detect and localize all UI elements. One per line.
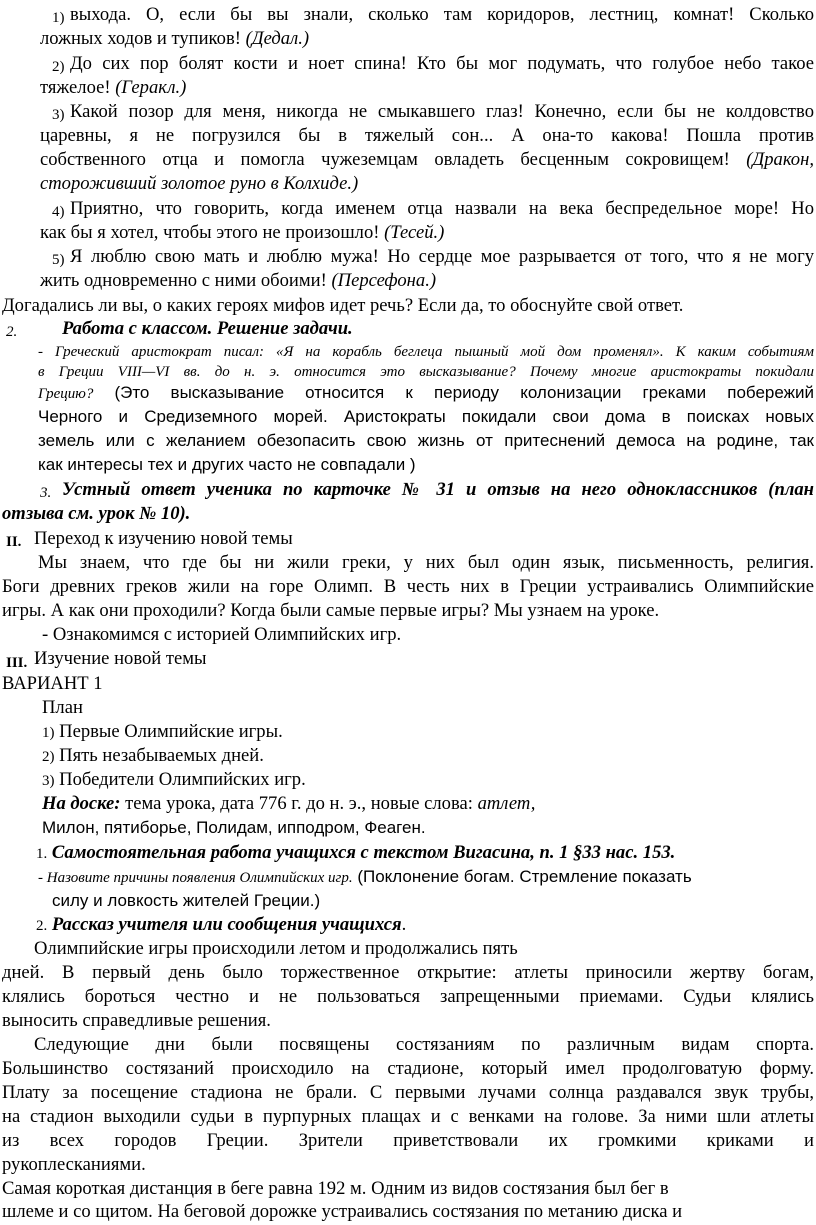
task-title: Работа с классом. Решение задачи.: [62, 318, 353, 339]
quote-line: Приятно, что говорить, когда именем отца назвали на века беспредельное море! Но: [70, 198, 814, 219]
board-words: Милон, пятиборье, Полидам, ипподром, Феаген.: [42, 818, 426, 837]
quote-line: жить одновременно с ними обоими! (Персефона.): [40, 270, 437, 291]
task-question: - Греческий аристократ писал: «Я на корабль беглеца пышный мой дом променял». К каким событиям: [38, 344, 814, 360]
quote-line: Какой позор для меня, никогда не смыкавшего глаз! Конечно, если бы не колдовство: [70, 101, 814, 122]
paragraph-line: игры. А как они проходили? Когда были самые первые игры? Мы узнаем на уроке.: [2, 600, 660, 621]
plan-item: 2) Пять незабываемых дней.: [42, 745, 264, 766]
paragraph-line: клялись бороться честно и не пользоваться запрещенными приемами. Судьи клялись: [2, 986, 814, 1007]
paragraph-line: из всех городов Греции. Зрители приветствовали их громкими криками и: [2, 1130, 814, 1151]
section-title: Переход к изучению новой темы: [34, 528, 293, 549]
quote-line: как бы я хотел, чтобы этого не произошло! (Тесей.): [40, 222, 445, 243]
work-item: 1. Самостоятельная работа учащихся с текстом Вигасина, п. 1 §33 нас. 153.: [36, 842, 676, 863]
task-number: 3.: [40, 485, 52, 501]
paragraph-line: Мы знаем, что где бы ни жили греки, у них был один язык, письменность, религия.: [38, 552, 814, 573]
paragraph-line: выносить справедливые решения.: [2, 1010, 271, 1031]
quote-number: 5): [52, 252, 65, 268]
quote-line: выхода. О, если бы вы знали, сколько там коридоров, лестниц, комнат! Сколько: [70, 4, 814, 25]
paragraph-line: Самая короткая дистанция в беге равна 192 м. Одним из видов состязания был бег в: [2, 1178, 669, 1199]
work-item: 2. Рассказ учителя или сообщения учащихся.: [36, 914, 407, 935]
guess-question: Догадались ли вы, о каких героях мифов идет речь? Если да, то обоснуйте свой ответ.: [2, 295, 684, 316]
quote-line: тяжелое! (Геракл.): [40, 77, 187, 98]
quote-line: царевны, я не погрузился бы в тяжелый сон... А она-то какова! Пошла против: [40, 125, 814, 146]
task-title: отзыва см. урок № 10).: [2, 503, 191, 524]
plan-title: План: [42, 697, 83, 718]
section-number: II.: [6, 534, 22, 550]
task-question-answer: Грецию? (Это высказывание относится к периоду колонизации греками побережий: [38, 383, 814, 402]
paragraph-line: дней. В первый день было торжественное открытие: атлеты приносили жертву богам,: [2, 962, 814, 983]
board-line: На доске: тема урока, дата 776 г. до н. э., новые слова: атлет,: [42, 793, 536, 814]
quote-line: ложных ходов и тупиков! (Дедал.): [40, 28, 310, 49]
work-answer: силу и ловкость жителей Греции.): [52, 891, 321, 910]
paragraph-line: Боги древних греков жили на горе Олимп. В честь них в Греции устраивались Олимпийские: [2, 576, 814, 597]
quote-number: 2): [52, 59, 65, 75]
variant-heading: ВАРИАНТ 1: [2, 673, 103, 694]
quote-author: стороживший золотое руно в Колхиде.): [40, 173, 359, 194]
task-answer: земель или с желанием обезопасить свою жизнь от притеснений демоса на родине, так: [38, 431, 814, 450]
paragraph-line: Следующие дни были посвящены состязаниям по различным видам спорта.: [34, 1034, 814, 1055]
paragraph-line: рукоплесканиями.: [2, 1154, 146, 1175]
paragraph-line: Плату за посещение стадиона не брали. С первыми лучами солнца раздавался звук трубы,: [2, 1082, 814, 1103]
quote-line: Я люблю свою мать и люблю мужа! Но сердце мое разрывается от того, что я не могу: [70, 246, 814, 267]
quote-number: 3): [52, 107, 65, 123]
paragraph-line: шлеме и со щитом. На беговой дорожке устраивались состязания по метанию диска и: [2, 1201, 683, 1222]
list-item: - Ознакомимся с историей Олимпийских игр.: [42, 624, 402, 645]
quote-line: собственного отца и помогла чужеземцам овладеть бесценным сокровищем! (Дракон,: [40, 149, 814, 170]
task-answer: как интересы тех и других часто не совпадали ): [38, 455, 416, 474]
plan-item: 1) Первые Олимпийские игры.: [42, 721, 283, 742]
paragraph-line: Олимпийские игры происходили летом и продолжались пять: [34, 938, 518, 959]
quote-number: 4): [52, 204, 65, 220]
quote-line: До сих пор болят кости и ноет спина! Кто бы мог подумать, что голубое небо такое: [70, 53, 814, 74]
plan-item: 3) Победители Олимпийских игр.: [42, 769, 306, 790]
task-answer: Черного и Средиземного морей. Аристократы покидали свои дома в поисках новых: [38, 407, 814, 426]
section-title: Изучение новой темы: [34, 648, 207, 669]
task-title: Устный ответ ученика по карточке № 31 и отзыв на него одноклассников (план: [62, 479, 814, 500]
paragraph-line: Большинство состязаний происходило на стадионе, который имел продолговатую форму.: [2, 1058, 814, 1079]
task-question: в Греции VIII—VI вв. до н. э. относится это высказывание? Почему многие аристократы покидали: [38, 364, 814, 380]
paragraph-line: на стадион выходили судьи в пурпурных плащах и с венками на голове. За ними шли атлеты: [2, 1106, 814, 1127]
task-number: 2.: [6, 324, 18, 340]
work-question: - Назовите причины появления Олимпийских игр. (Поклонение богам. Стремление показать: [38, 867, 692, 886]
quote-number: 1): [52, 10, 65, 26]
section-number: III.: [6, 655, 28, 671]
